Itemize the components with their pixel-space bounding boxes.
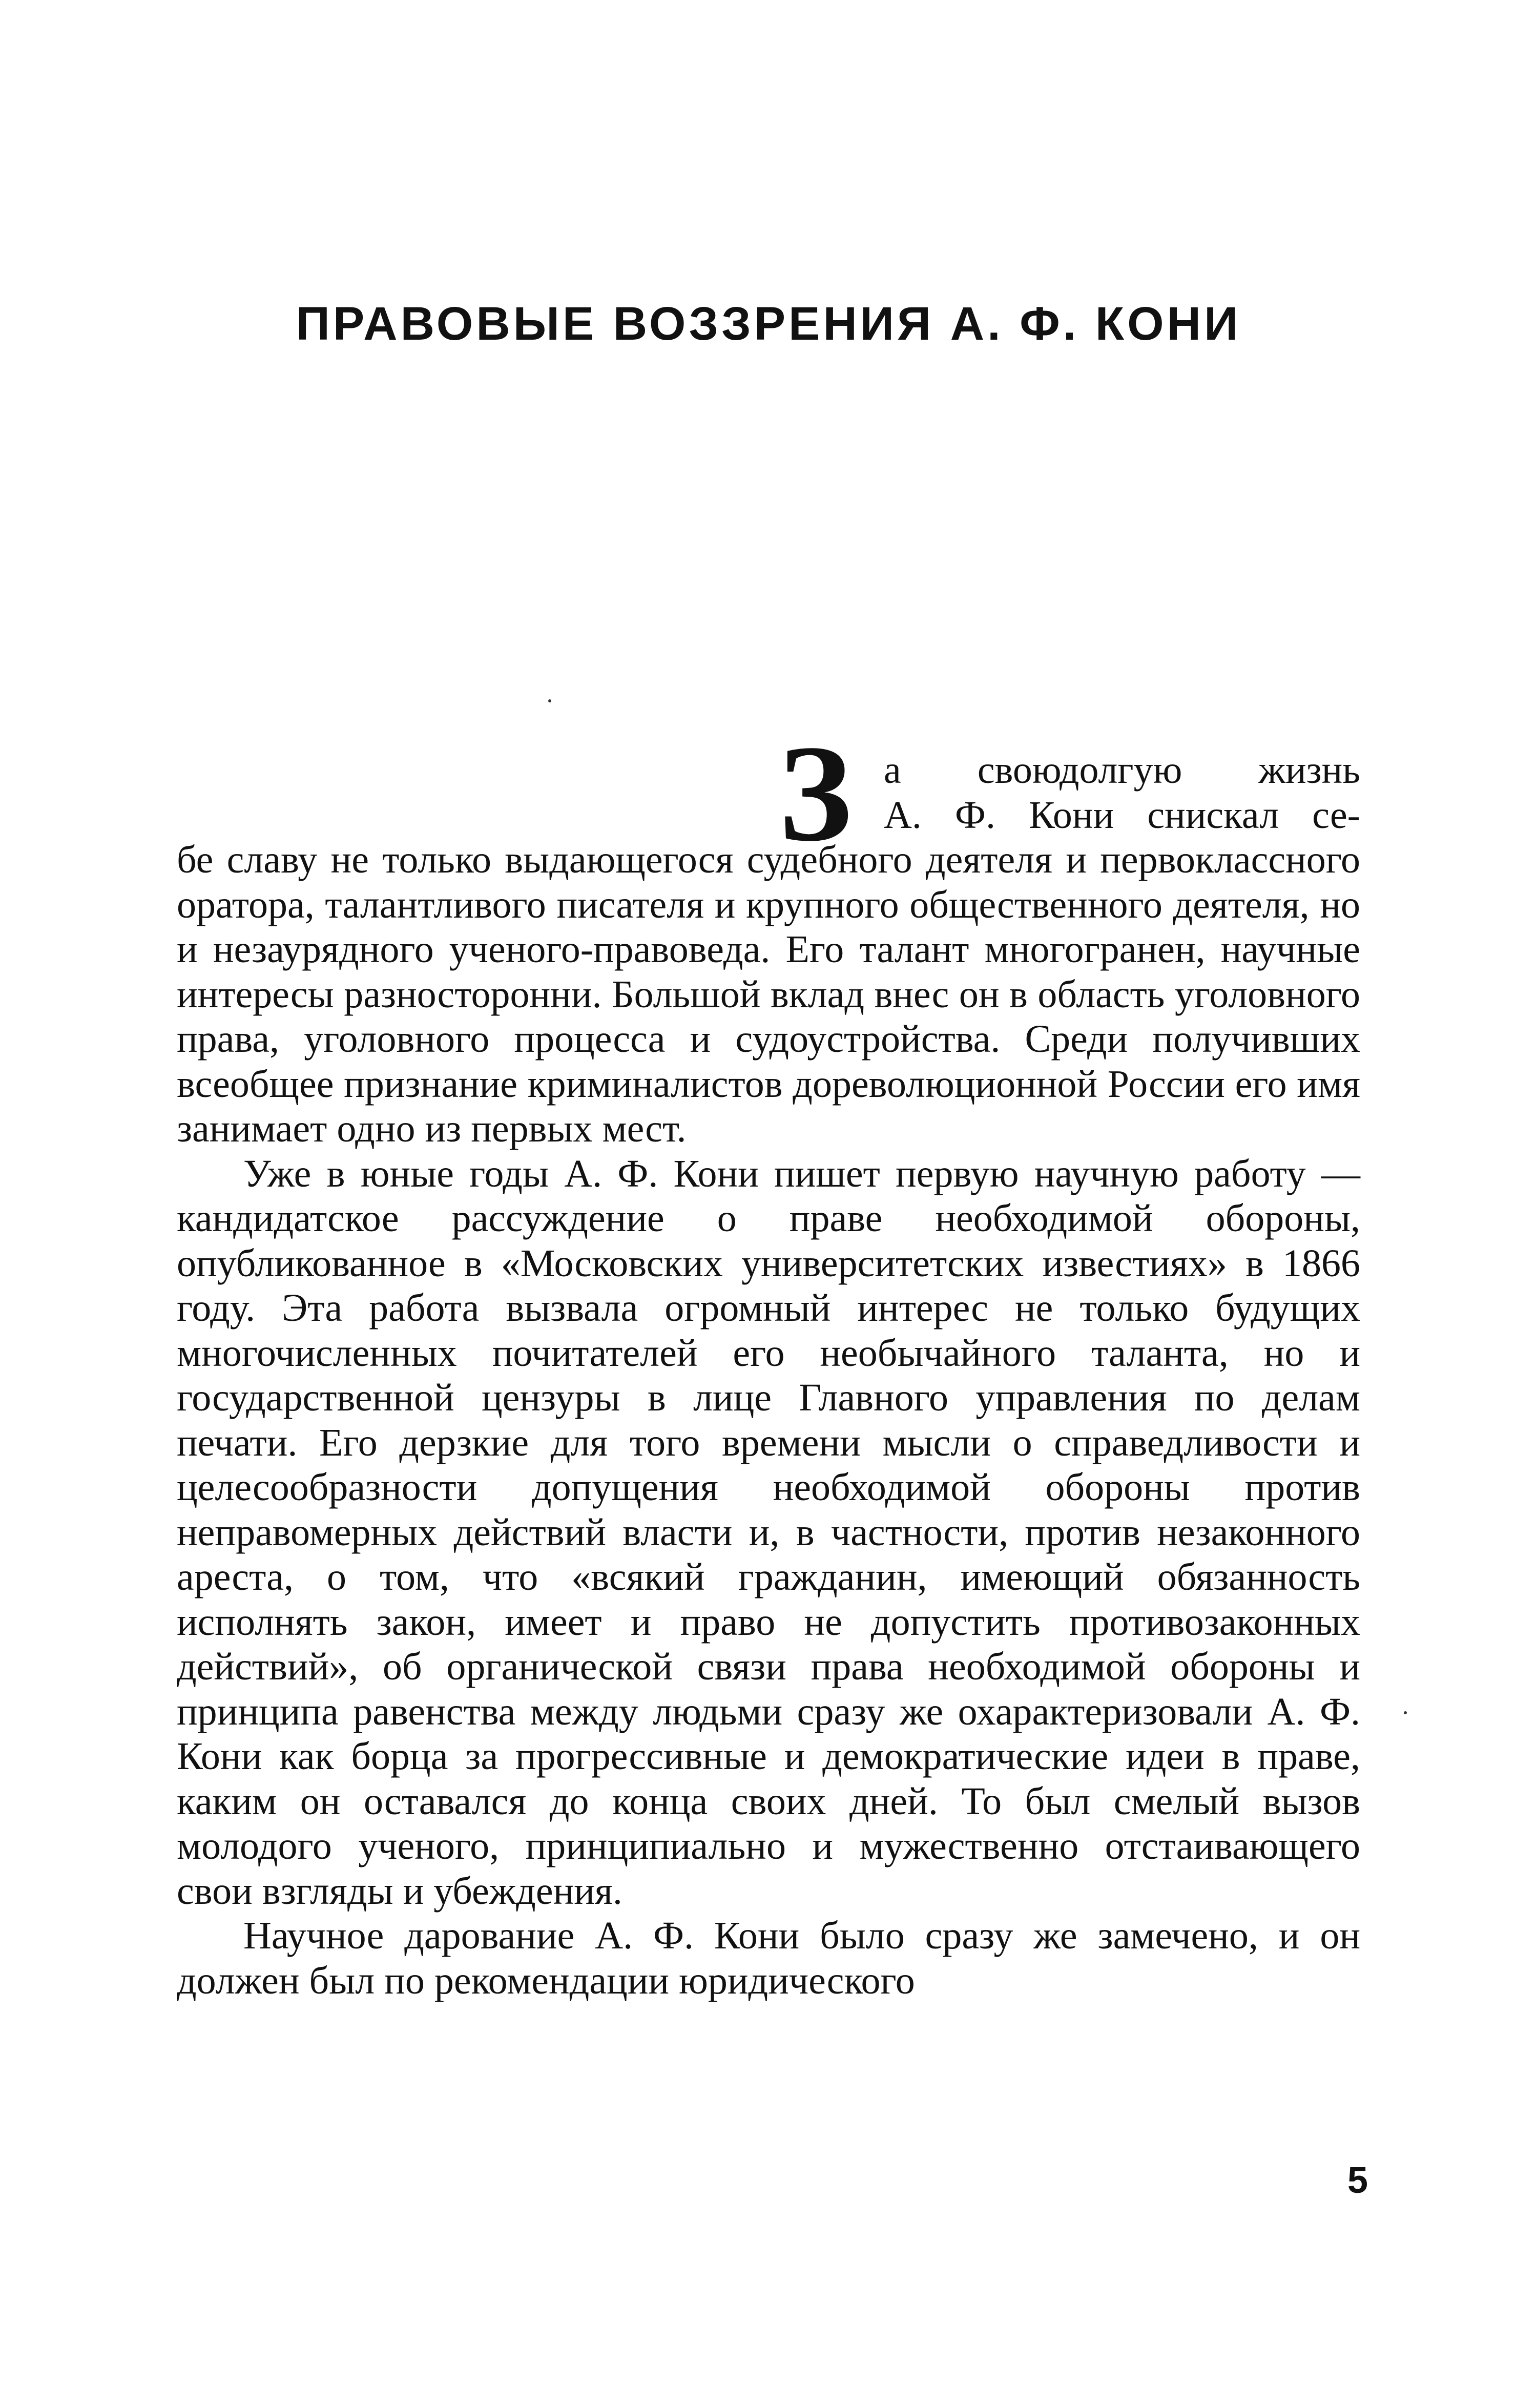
- drop-cap-lines: [884, 748, 1360, 838]
- body-text: [177, 717, 1360, 2003]
- chapter-title: ПРАВОВЫЕ ВОЗЗРЕНИЯ А. Ф. КОНИ: [296, 298, 1241, 350]
- print-speck: [1404, 1711, 1407, 1714]
- opening-block: [177, 717, 1360, 870]
- drop-cap-line-1: а своюдолгую жизнь: [884, 749, 1360, 792]
- page-number: 5: [1347, 2160, 1368, 2201]
- paragraph-2: Уже в юные годы А. Ф. Кони пишет первую научную работу — кандидатское рассуждение о праве необходимой обороны, опубликованное в «Московских университетских известиях» в 1866 году. Эта работа вызвала огромный интерес не только будущих многочисленных почитателей его необычайного таланта, но и государственной цензуры в лице Главного управления по делам печати. Его дерзкие для того времени мысли о справедливости и целесообразности допущения необходимой обороны против неправомерных действий власти и, в частности, против незаконного ареста, о том, что «всякий гражданин, имеющий обязанность исполнять закон, имеет и право не допустить противозаконных действий», об органической связи права необходимой обороны и принципа равенства между людьми сразу же охарактеризовали А. Ф. Кони как борца за прогрессивные и демократические идеи в праве, каким он оставался до конца своих дней. То был смелый вызов молодого ученого, принципиально и мужественно отстаивающего свои взгляды и убеждения.: [177, 1152, 1360, 1913]
- drop-cap-line-2: А. Ф. Кони снискал се-: [884, 793, 1360, 837]
- drop-cap: З: [779, 717, 852, 870]
- print-speck: [548, 699, 551, 702]
- paragraph-3: Научное дарование А. Ф. Кони было сразу же замечено, и он должен был по рекомендации юридического: [177, 1914, 1360, 2002]
- paragraph-1: бе славу не только выдающегося судебного деятеля и первоклассного оратора, талантливого писателя и крупного общественного деятеля, но и незаурядного ученого-правоведа. Его талант многогранен, научные интересы разносторонни. Большой вклад внес он в область уголовного права, уголовного процесса и судоустройства. Среди получивших всеобщее признание криминалистов дореволюционной России его имя занимает одно из первых мест.: [177, 838, 1360, 1150]
